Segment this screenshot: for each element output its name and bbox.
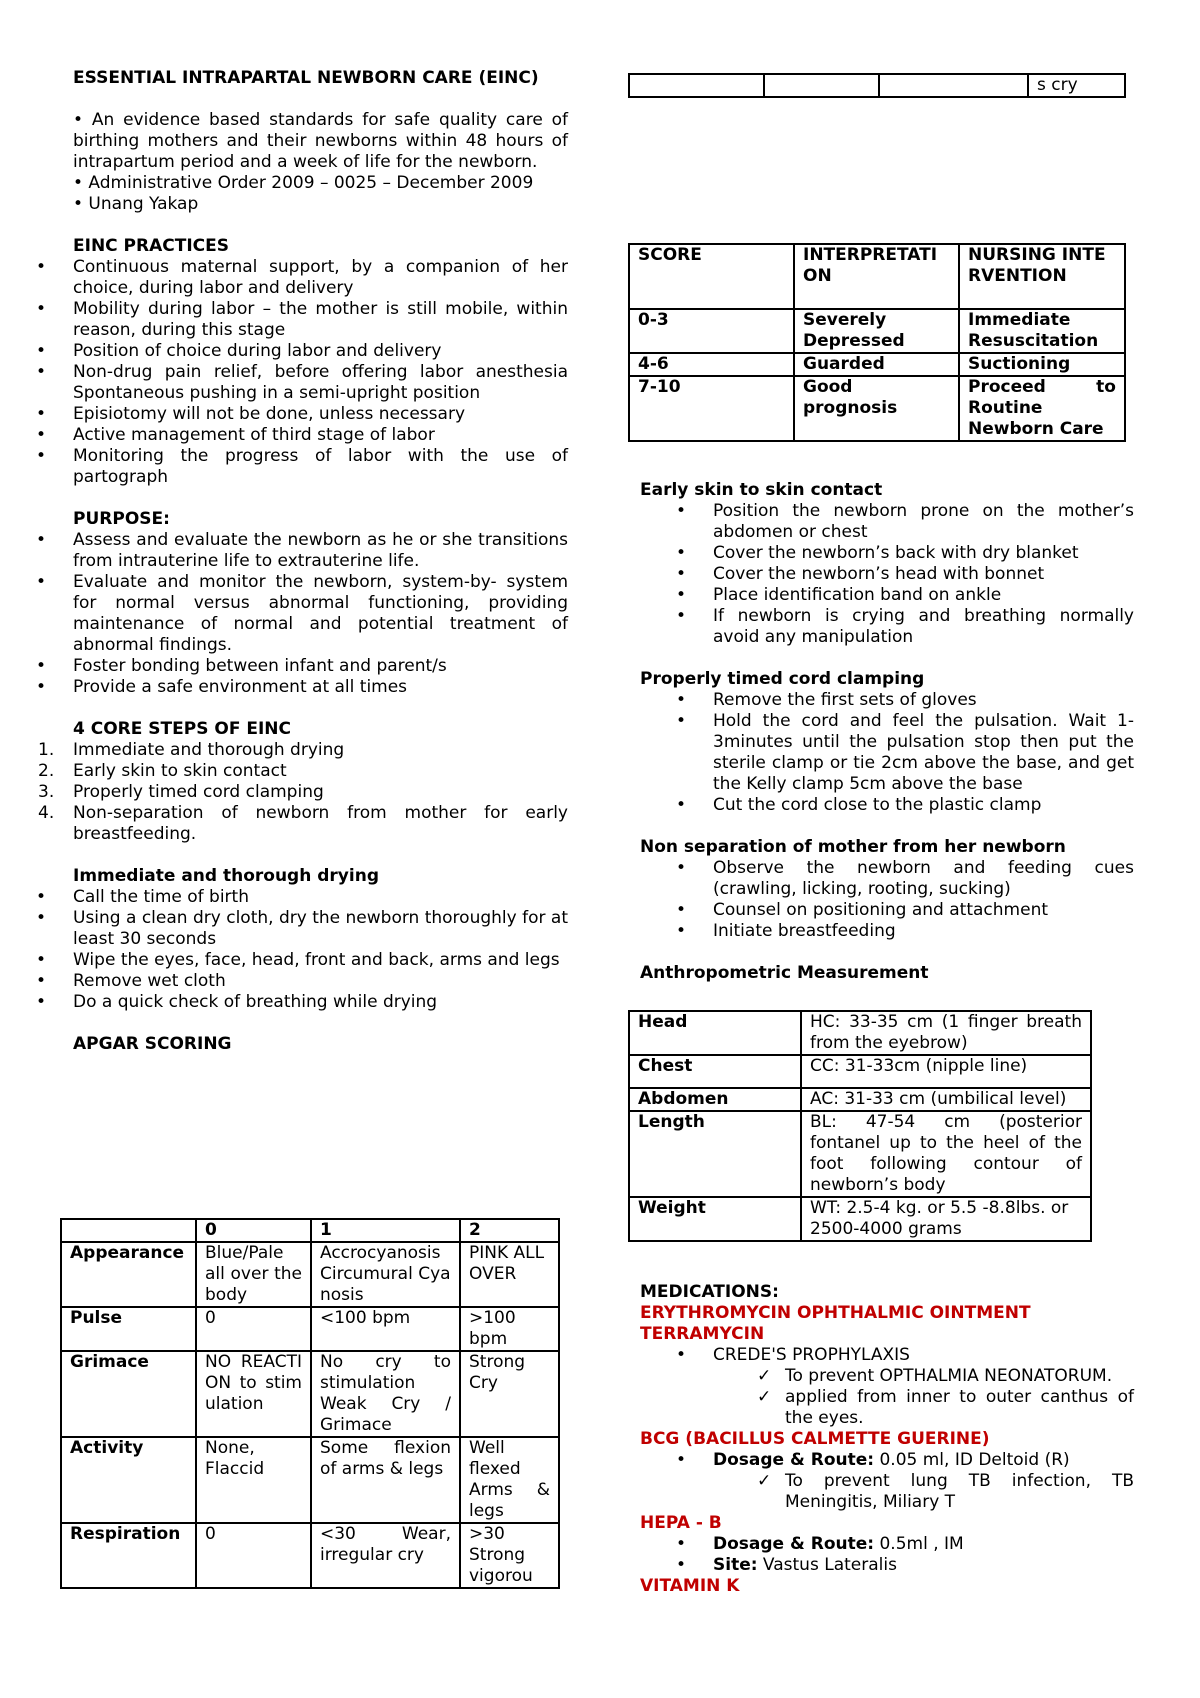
table-cell: No cry to stimulation Weak Cry / Grimace [311, 1351, 460, 1437]
bcg-checklist [640, 1471, 1134, 1513]
table-row [61, 1437, 559, 1523]
right-column [640, 480, 1134, 984]
table-row [61, 1242, 559, 1307]
skin-contact-list [640, 501, 1134, 648]
table-cell: 7-10 [629, 376, 794, 441]
check-item: ✓ To prevent OPTHALMIA NEONATORUM. [640, 1366, 1134, 1387]
list-item: • Foster bonding between infant and parent/s [0, 656, 568, 677]
table-cell: 1 [311, 1219, 460, 1242]
list-item: • Do a quick check of breathing while drying [0, 992, 568, 1013]
list-item: 2. Early skin to skin contact [38, 761, 287, 781]
table-cell: AC: 31-33 cm (umbilical level) [801, 1088, 1091, 1111]
list-item: • Dosage & Route: 0.5ml , IM [640, 1534, 1134, 1555]
crede-checklist [640, 1366, 1134, 1429]
table-row [629, 1088, 1091, 1111]
list-item: • Remove the first sets of gloves [640, 690, 1134, 711]
list-item: • Provide a safe environment at all times [0, 677, 568, 698]
crede-list [640, 1345, 1134, 1366]
page-title: ESSENTIAL INTRAPARTAL NEWBORN CARE (EINC) [73, 68, 539, 88]
check-item: ✓ To prevent lung TB infection, TB Meningitis, Miliary T [640, 1471, 1134, 1513]
list-item: • Evaluate and monitor the newborn, system-by- system for normal versus abnormal functioning, providing maintenance of normal and potential treatment of abnormal findings. [0, 572, 568, 656]
table-row [61, 1351, 559, 1437]
hepa-b-list [640, 1534, 1134, 1576]
table-cell: Accrocyanosis Circumural Cyanosis [311, 1242, 460, 1307]
table-cell: <30 Wear, irregular cry [311, 1523, 460, 1588]
table-cell: NO REACTION to stimulation [196, 1351, 311, 1437]
core-steps-list [0, 740, 568, 845]
list-item: 4. Non-separation of newborn from mother for early breastfeeding. [38, 803, 568, 844]
bcg-list [640, 1450, 1134, 1471]
table-row [629, 1011, 1091, 1055]
list-item: • Counsel on positioning and attachment [640, 900, 1134, 921]
list-item: 1. Immediate and thorough drying [38, 740, 345, 760]
intro-line: • Administrative Order 2009 – 0025 – December 2009 [73, 173, 534, 193]
table-cell: HC: 33-35 cm (1 finger breath from the eyebrow) [801, 1011, 1091, 1055]
cord-clamping-heading: Properly timed cord clamping [640, 669, 925, 689]
list-item: • Episiotomy will not be done, unless necessary [0, 404, 568, 425]
table-row [629, 1197, 1091, 1241]
table-cell: <100 bpm [311, 1307, 460, 1351]
table-cell: Blue/Pale all over the body [196, 1242, 311, 1307]
table-cell: 0 [196, 1219, 311, 1242]
apgar-continuation-row [628, 73, 1126, 98]
table-cell: CC: 31-33cm (nipple line) [801, 1055, 1091, 1088]
table-row [61, 1307, 559, 1351]
list-item: • Cover the newborn’s back with dry blanket [640, 543, 1134, 564]
table-cell: >30 Strong vigorou [460, 1523, 559, 1588]
table-cell: Pulse [61, 1307, 196, 1351]
bcg-title: BCG (BACILLUS CALMETTE GUERINE) [640, 1429, 990, 1449]
table-row [629, 376, 1125, 441]
table-cell [629, 74, 764, 97]
table-cell: >100 bpm [460, 1307, 559, 1351]
table-cell: Proceed to Routine Newborn Care [959, 376, 1125, 441]
list-item: • Continuous maternal support, by a companion of her choice, during labor and delivery [0, 257, 568, 299]
vitamin-k-title: VITAMIN K [640, 1576, 740, 1596]
table-row [629, 309, 1125, 353]
table-cell: Strong Cry [460, 1351, 559, 1437]
drying-list [0, 887, 568, 1013]
table-cell: Abdomen [629, 1088, 801, 1111]
drying-heading: Immediate and thorough drying [73, 866, 379, 886]
table-cell [879, 74, 1028, 97]
list-item: • Initiate breastfeeding [640, 921, 1134, 942]
table-cell: Some flexion of arms & legs [311, 1437, 460, 1523]
anthropometric-heading: Anthropometric Measurement [640, 963, 929, 983]
table-cell [61, 1219, 196, 1242]
table-cell: 0 [196, 1307, 311, 1351]
table-cell: 0 [196, 1523, 311, 1588]
non-separation-heading: Non separation of mother from her newborn [640, 837, 1066, 857]
table-header-row [61, 1219, 559, 1242]
table-row [629, 1055, 1091, 1088]
table-cell: s cry [1028, 74, 1125, 97]
table-cell: Grimace [61, 1351, 196, 1437]
table-row [629, 74, 1125, 97]
table-cell: Suctioning [959, 353, 1125, 376]
table-cell: NURSING INTERVENTION [959, 244, 1125, 309]
practices-list [0, 257, 568, 488]
core-steps-heading: 4 CORE STEPS OF EINC [73, 719, 291, 739]
table-cell: Length [629, 1111, 801, 1197]
score-table [628, 243, 1126, 442]
table-cell: INTERPRETATION [794, 244, 959, 309]
cord-clamping-list [640, 690, 1134, 816]
skin-contact-heading: Early skin to skin contact [640, 480, 883, 500]
medications-heading: MEDICATIONS: [640, 1282, 779, 1302]
list-item: • Remove wet cloth [0, 971, 568, 992]
table-cell: 2 [460, 1219, 559, 1242]
list-item: • Cut the cord close to the plastic clamp [640, 795, 1134, 816]
list-item: • Assess and evaluate the newborn as he or she transitions from intrauterine life to extrauterine life. [0, 530, 568, 572]
table-cell: 0-3 [629, 309, 794, 353]
list-item: • Position the newborn prone on the mother’s abdomen or chest [640, 501, 1134, 543]
apgar-heading: APGAR SCORING [73, 1034, 232, 1054]
medications-section [640, 1282, 1134, 1597]
table-cell: Well flexed Arms & legs [460, 1437, 559, 1523]
table-cell: Immediate Resuscitation [959, 309, 1125, 353]
table-cell: SCORE [629, 244, 794, 309]
check-item: ✓ applied from inner to outer canthus of the eyes. [640, 1387, 1134, 1429]
table-cell [764, 74, 879, 97]
list-item: • Site: Vastus Lateralis [640, 1555, 1134, 1576]
list-item: • Observe the newborn and feeding cues (crawling, licking, rooting, sucking) [640, 858, 1134, 900]
table-cell: WT: 2.5-4 kg. or 5.5 -8.8lbs. or 2500-4000 grams [801, 1197, 1091, 1241]
terramycin-title: TERRAMYCIN [640, 1324, 765, 1344]
list-item: • Using a clean dry cloth, dry the newborn thoroughly for at least 30 seconds [0, 908, 568, 950]
table-cell: Chest [629, 1055, 801, 1088]
list-item: • Place identification band on ankle [640, 585, 1134, 606]
list-item: • Call the time of birth [0, 887, 568, 908]
table-header-row [629, 244, 1125, 309]
apgar-table [60, 1218, 560, 1589]
intro-line: • An evidence based standards for safe quality care of birthing mothers and their newborns within 48 hours of intrapartum period and a week of life for the newborn. [73, 110, 568, 172]
left-column [38, 68, 568, 1076]
list-item: • Dosage & Route: 0.05 ml, ID Deltoid (R) [640, 1450, 1134, 1471]
table-row [61, 1523, 559, 1588]
table-row [629, 353, 1125, 376]
purpose-list [0, 530, 568, 698]
table-cell: BL: 47-54 cm (posterior fontanel up to the heel of the foot following contour of newborn’s body [801, 1111, 1091, 1197]
list-item: • If newborn is crying and breathing normally avoid any manipulation [640, 606, 1134, 648]
anthropometric-table [628, 1010, 1092, 1242]
list-item: • Monitoring the progress of labor with the use of partograph [0, 446, 568, 488]
list-item: • Position of choice during labor and delivery [0, 341, 568, 362]
list-item: • Wipe the eyes, face, head, front and back, arms and legs [0, 950, 568, 971]
erythromycin-title: ERYTHROMYCIN OPHTHALMIC OINTMENT [640, 1303, 1031, 1323]
table-cell: Respiration [61, 1523, 196, 1588]
table-cell: None, Flaccid [196, 1437, 311, 1523]
non-separation-list [640, 858, 1134, 942]
list-item: • Non-drug pain relief, before offering labor anesthesia Spontaneous pushing in a semi-upright position [0, 362, 568, 404]
practices-heading: EINC PRACTICES [73, 236, 229, 256]
table-cell: Guarded [794, 353, 959, 376]
table-cell: Good prognosis [794, 376, 959, 441]
list-item: 3. Properly timed cord clamping [38, 782, 324, 802]
table-cell: Weight [629, 1197, 801, 1241]
table-cell: 4-6 [629, 353, 794, 376]
list-item: • Mobility during labor – the mother is still mobile, within reason, during this stage [0, 299, 568, 341]
list-item: • CREDE'S PROPHYLAXIS [640, 1345, 1134, 1366]
table-row [629, 1111, 1091, 1197]
hepa-b-title: HEPA - B [640, 1513, 722, 1533]
table-cell: PINK ALL OVER [460, 1242, 559, 1307]
intro-line: • Unang Yakap [73, 194, 199, 214]
purpose-heading: PURPOSE: [73, 509, 170, 529]
table-cell: Activity [61, 1437, 196, 1523]
table-cell: Severely Depressed [794, 309, 959, 353]
table-cell: Appearance [61, 1242, 196, 1307]
list-item: • Hold the cord and feel the pulsation. Wait 1-3minutes until the pulsation stop then put the sterile clamp or tie 2cm above the base, and get the Kelly clamp 5cm above the base [640, 711, 1134, 795]
table-cell: Head [629, 1011, 801, 1055]
list-item: • Cover the newborn’s head with bonnet [640, 564, 1134, 585]
list-item: • Active management of third stage of labor [0, 425, 568, 446]
